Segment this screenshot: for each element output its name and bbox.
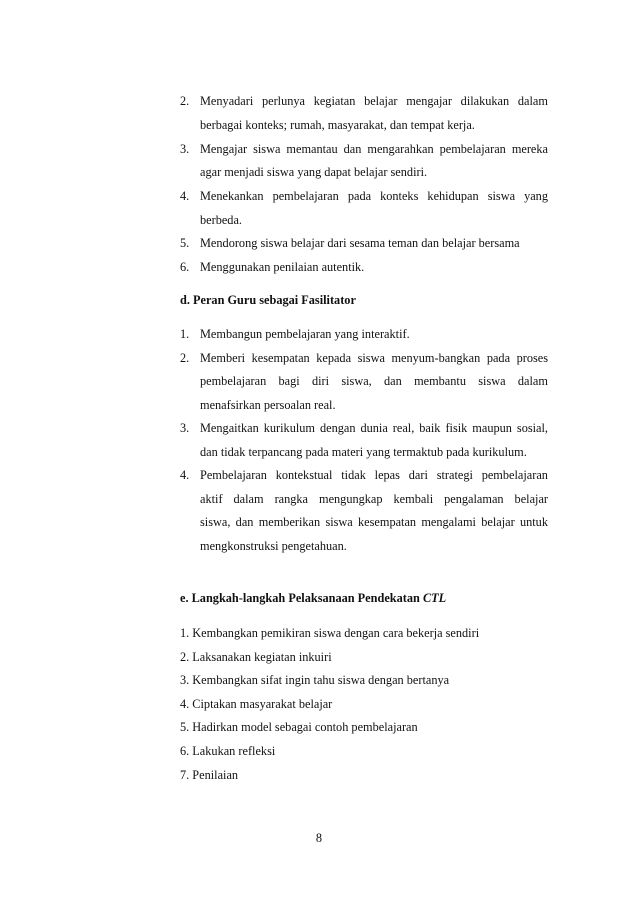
justified-line <box>200 350 548 366</box>
list-text: Menggunakan penilaian autentik. <box>200 260 365 274</box>
word: pembelajaran <box>481 468 548 482</box>
justified-line <box>200 467 548 483</box>
section-heading <box>180 590 446 606</box>
word: tidak <box>341 468 366 482</box>
section-heading-text: e. Langkah-langkah Pelaksanaan Pendekatan <box>180 591 420 605</box>
word: Mengajar <box>200 142 248 156</box>
step-item: 6. Lakukan refleksi <box>180 744 276 758</box>
justified-line <box>200 93 548 109</box>
word: dalam <box>517 374 548 388</box>
list-number: 6. <box>180 260 190 274</box>
word: menyum-bangkan <box>391 351 481 365</box>
list-number: 4. <box>180 189 190 203</box>
justified-line <box>200 188 548 204</box>
step-item: 5. Hadirkan model sebagai contoh pembelajaran <box>180 720 418 734</box>
word: real, <box>392 421 415 435</box>
word: lepas <box>374 468 400 482</box>
word: siswa <box>357 351 385 365</box>
list-text: mengkonstruksi pengetahuan. <box>200 539 347 553</box>
word: dari <box>408 468 428 482</box>
word: kehidupan <box>427 189 479 203</box>
word: dengan <box>319 421 356 435</box>
section-heading: d. Peran Guru sebagai Fasilitator <box>180 293 356 307</box>
word: siswa <box>253 142 281 156</box>
list-number: 4. <box>180 468 190 482</box>
word: kesempatan <box>358 515 417 529</box>
word: diri <box>311 374 330 388</box>
word: siswa <box>325 515 353 529</box>
justified-line <box>200 420 548 436</box>
word: kurikulum <box>263 421 315 435</box>
word: kembali <box>393 492 434 506</box>
justified-line <box>200 373 548 389</box>
word: mengungkap <box>319 492 383 506</box>
justified-line <box>200 491 548 507</box>
word: pengalaman <box>444 492 504 506</box>
word: pembelajaran <box>200 374 267 388</box>
word: siswa <box>487 189 516 203</box>
word: belajar <box>364 94 398 108</box>
word: dunia <box>360 421 388 435</box>
word: yang <box>524 189 548 203</box>
list-text: Membangun pembelajaran yang interaktif. <box>200 327 410 341</box>
list-number: 3. <box>180 421 190 435</box>
word: kesempatan <box>251 351 310 365</box>
word: belajar <box>481 515 515 529</box>
word: pada <box>347 189 372 203</box>
word: strategi <box>436 468 473 482</box>
step-item: 1. Kembangkan pemikiran siswa dengan cara bekerja sendiri <box>180 626 480 640</box>
word: aktif <box>200 492 223 506</box>
word: proses <box>516 351 548 365</box>
page-number: 8 <box>315 831 323 845</box>
justified-line <box>200 514 548 530</box>
word: dan <box>235 515 254 529</box>
word: membantu <box>414 374 466 388</box>
list-text: Mendorong siswa belajar dari sesama teman dan belajar bersama <box>200 236 520 250</box>
list-text: berbeda. <box>200 213 242 227</box>
section-heading-italic: CTL <box>422 591 447 605</box>
list-text: berbagai konteks; rumah, masyarakat, dan tempat kerja. <box>200 118 475 132</box>
list-text: dan tidak terpancang pada materi yang termaktub pada kurikulum. <box>200 445 527 459</box>
word: siswa, <box>341 374 372 388</box>
word: belajar <box>514 492 548 506</box>
word: konteks <box>380 189 419 203</box>
word: kontekstual <box>275 468 333 482</box>
step-item: 7. Penilaian <box>180 768 239 782</box>
list-number: 2. <box>180 94 190 108</box>
word: dilakukan <box>460 94 510 108</box>
word: sosial, <box>516 421 548 435</box>
word: memberikan <box>258 515 321 529</box>
word: rangka <box>274 492 309 506</box>
word: mengalami <box>421 515 476 529</box>
list-text: agar menjadi siswa yang dapat belajar sendiri. <box>200 165 428 179</box>
word: Memberi <box>200 351 246 365</box>
list-number: 5. <box>180 236 190 250</box>
step-item: 3. Kembangkan sifat ingin tahu siswa dengan bertanya <box>180 673 450 687</box>
word: maupun <box>472 421 512 435</box>
word: pembelajaran <box>439 142 506 156</box>
word: mengarahkan <box>367 142 434 156</box>
word: pembelajaran <box>272 189 339 203</box>
word: fisik <box>445 421 468 435</box>
word: dan <box>384 374 402 388</box>
word: bagi <box>278 374 300 388</box>
list-number: 1. <box>180 327 190 341</box>
word: Menekankan <box>200 189 264 203</box>
step-item: 2. Laksanakan kegiatan inkuiri <box>180 650 332 664</box>
word: perlunya <box>261 94 305 108</box>
word: untuk <box>519 515 548 529</box>
word: Pembelajaran <box>200 468 267 482</box>
word: kepada <box>316 351 352 365</box>
justified-line <box>200 141 548 157</box>
list-number: 2. <box>180 351 190 365</box>
word: siswa <box>478 374 506 388</box>
list-number: 3. <box>180 142 190 156</box>
word: dalam <box>517 94 548 108</box>
word: dalam <box>233 492 264 506</box>
word: Mengaitkan <box>200 421 259 435</box>
word: dan <box>343 142 362 156</box>
word: kegiatan <box>313 94 356 108</box>
step-item: 4. Ciptakan masyarakat belajar <box>180 697 333 711</box>
word: mereka <box>511 142 548 156</box>
word: baik <box>419 421 441 435</box>
word: siswa, <box>200 515 231 529</box>
list-text: menafsirkan persoalan real. <box>200 398 336 412</box>
word: Menyadari <box>200 94 254 108</box>
word: pada <box>486 351 511 365</box>
word: memantau <box>286 142 338 156</box>
word: mengajar <box>406 94 452 108</box>
